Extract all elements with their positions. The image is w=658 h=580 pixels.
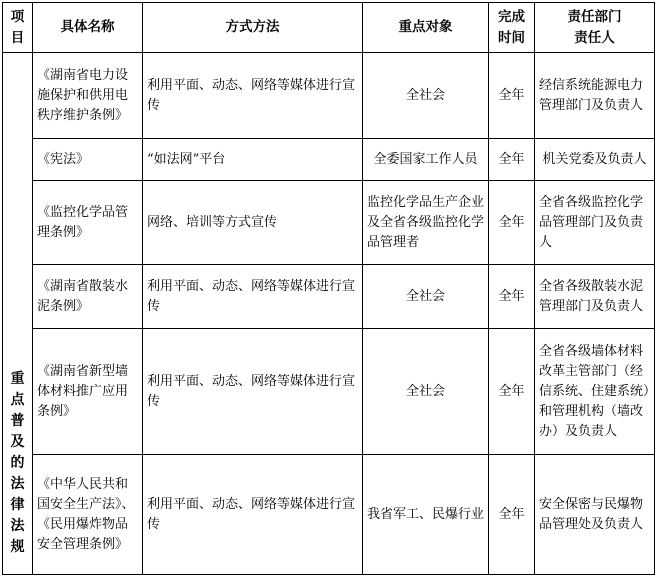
regulations-table [2,2,655,575]
owner-cell: 安全保密与民爆物品管理处及负责人 [535,455,655,575]
owner-cell: 全省各级墙体材料改革主管部门（经信系统、住建系统）和管理机构（墙改办）及负责人 [535,329,655,455]
header-time: 完成时间 [489,3,535,53]
method-cell: 利用平面、动态、网络等媒体进行宣传 [143,265,363,329]
time-cell: 全年 [489,329,535,455]
header-method: 方式方法 [143,3,363,53]
time-cell: 全年 [489,139,535,181]
method-cell: 利用平面、动态、网络等媒体进行宣传 [143,455,363,575]
header-row [3,3,655,53]
regulation-name: 《监控化学品管理条例》 [33,181,143,265]
time-cell: 全年 [489,455,535,575]
owner-cell: 机关党委及负责人 [535,139,655,181]
owner-cell: 全省各级监控化学品管理部门及负责人 [535,181,655,265]
table-row [3,53,655,139]
owner-cell: 经信系统能源电力管理部门及负责人 [535,53,655,139]
target-cell: 全社会 [363,329,489,455]
target-cell: 全社会 [363,53,489,139]
regulation-name: 《湖南省散装水泥条例》 [33,265,143,329]
category-cell: 重点普及的法律法规 [3,53,33,575]
time-cell: 全年 [489,265,535,329]
table-row [3,265,655,329]
method-cell: 利用平面、动态、网络等媒体进行宣传 [143,53,363,139]
method-cell: 网络、培训等方式宣传 [143,181,363,265]
regulation-name: 《宪法》 [33,139,143,181]
target-cell: 全社会 [363,265,489,329]
table-row [3,455,655,575]
table-row [3,329,655,455]
method-cell: “如法网”平台 [143,139,363,181]
regulation-name: 《湖南省电力设施保护和供用电秩序维护条例》 [33,53,143,139]
owner-cell: 全省各级散装水泥管理部门及负责人 [535,265,655,329]
table-row [3,181,655,265]
header-target: 重点对象 [363,3,489,53]
method-cell: 利用平面、动态、网络等媒体进行宣传 [143,329,363,455]
target-cell: 监控化学品生产企业及全省各级监控化学品管理者 [363,181,489,265]
table-row [3,139,655,181]
time-cell: 全年 [489,53,535,139]
regulation-name: 《湖南省新型墙体材料推广应用条例》 [33,329,143,455]
target-cell: 全委国家工作人员 [363,139,489,181]
header-owner: 责任部门责任人 [535,3,655,53]
time-cell: 全年 [489,181,535,265]
target-cell: 我省军工、民爆行业 [363,455,489,575]
header-name: 具体名称 [33,3,143,53]
header-item: 项目 [3,3,33,53]
regulation-name: 《中华人民共和国安全生产法》、《民用爆炸物品安全管理条例》 [33,455,143,575]
